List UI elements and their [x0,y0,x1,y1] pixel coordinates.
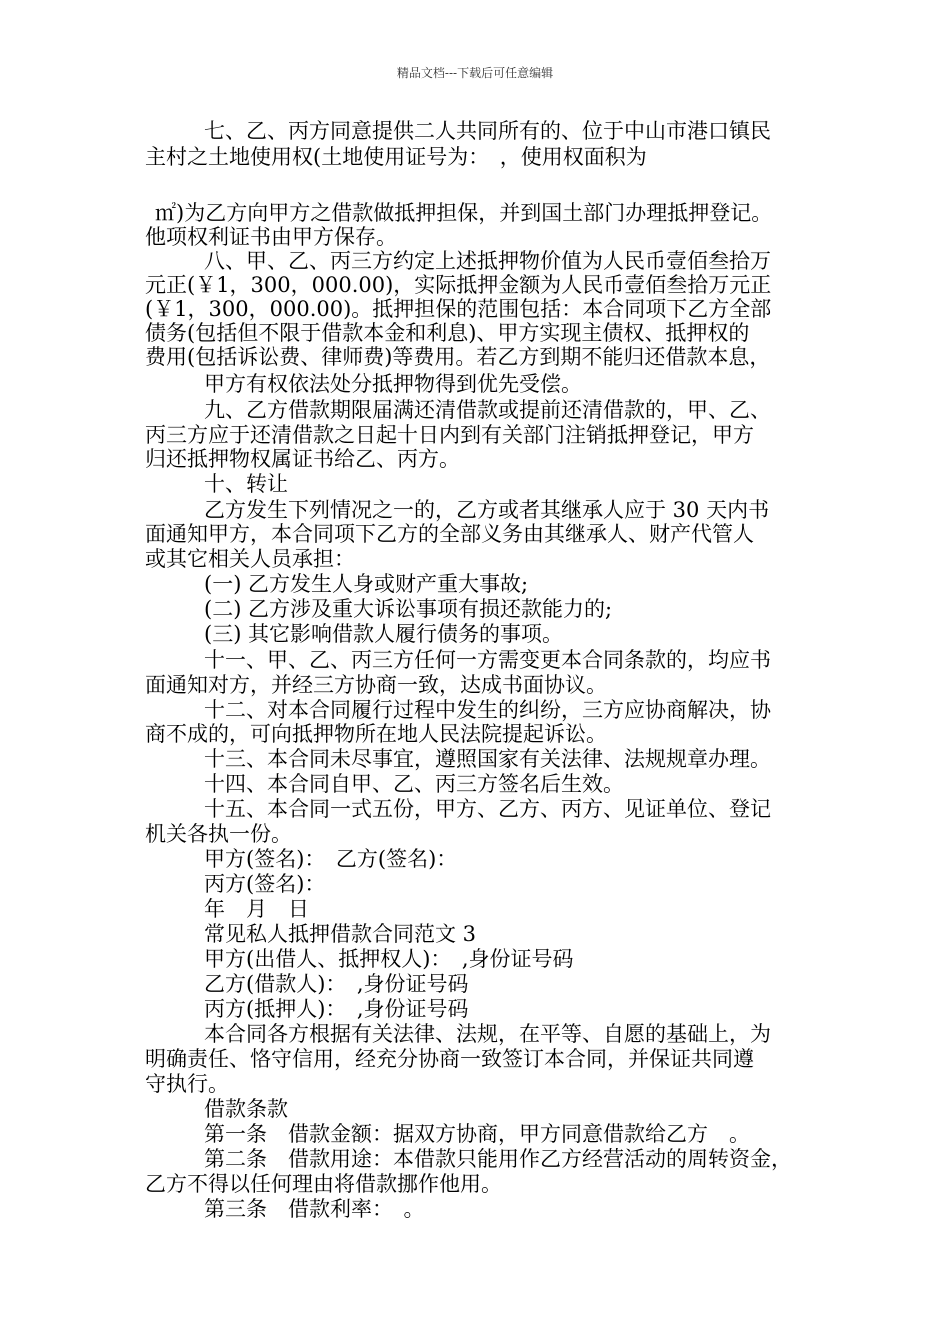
text-line: (一) 乙方发生人身或财产重大事故; [204,572,529,596]
page-header: 精品文档---下载后可任意编辑 [396,66,554,80]
text-line: 机关各执一份。 [145,822,292,846]
signature-line-a-b: 甲方(签名)： 乙方(签名)： [204,847,458,871]
text-line: 第三条 借款利率： 。 [204,1197,425,1221]
text-line: 丙方(抵押人)： ,身份证号码 [204,997,469,1021]
text-line: (三) 其它影响借款人履行债务的事项。 [204,622,564,646]
signature-line-c: 丙方(签名)： [204,872,326,896]
text-line: 他项权利证书由甲方保存。 [145,225,397,249]
text-line: 债务(包括但不限于借款本金和利息)、甲方实现主债权、抵押权的 [145,321,750,345]
text-line: 面通知对方，并经三方协商一致，达成书面协议。 [145,673,607,697]
text-line: (二) 乙方涉及重大诉讼事项有损还款能力的; [204,597,613,621]
text-line: 元正(￥1，300，000.00)，实际抵押金额为人民币壹佰叁拾万元正 [145,273,772,297]
text-line: 八、甲、乙、丙三方约定上述抵押物价值为人民币壹佰叁拾万 [204,249,771,273]
text-line: 九、乙方借款期限届满还清借款或提前还清借款的，甲、乙、 [204,398,771,422]
text-line: 商不成的，可向抵押物所在地人民法院提起诉讼。 [145,722,607,746]
text-line: 明确责任、恪守信用，经充分协商一致签订本合同，并保证共同遵 [145,1047,754,1071]
text-line: 乙方发生下列情况之一的，乙方或者其继承人应于 30 天内书 [204,498,770,522]
text-line: 十五、本合同一式五份，甲方、乙方、丙方、见证单位、登记 [204,797,771,821]
text-line: 第一条 借款金额：据双方协商，甲方同意借款给乙方 。 [204,1122,750,1146]
text-line: 费用(包括诉讼费、律师费)等费用。若乙方到期不能归还借款本息， [145,345,771,369]
text-line: 面通知甲方，本合同项下乙方的全部义务由其继承人、财产代管人 [145,522,754,546]
text-line: 归还抵押物权属证书给乙、丙方。 [145,447,460,471]
text-line: 乙方(借款人)： ,身份证号码 [204,972,469,996]
subsection-title: 借款条款 [204,1097,288,1121]
text-line: 甲方(出借人、抵押权人)： ,身份证号码 [204,947,574,971]
date-line: 年 月 日 [204,897,309,921]
text-line: 第二条 借款用途：本借款只能用作乙方经营活动的周转资金， [204,1147,792,1171]
text-line: 本合同各方根据有关法律、法规，在平等、自愿的基础上，为 [204,1022,771,1046]
text-line: 丙三方应于还清借款之日起十日内到有关部门注销抵押登记，甲方 [145,423,754,447]
text-line: 十二、对本合同履行过程中发生的纠纷，三方应协商解决，协 [204,698,771,722]
text-line: (￥1，300，000.00)。抵押担保的范围包括：本合同项下乙方全部 [145,297,772,321]
text-line: ㎡)为乙方向甲方之借款做抵押担保，并到国土部门办理抵押登记。 [155,201,773,225]
text-line: 十三、本合同未尽事宜，遵照国家有关法律、法规规章办理。 [204,747,771,771]
section-title: 常见私人抵押借款合同范文 3 [204,922,477,946]
text-line: 乙方不得以任何理由将借款挪作他用。 [145,1172,502,1196]
text-line: 七、乙、丙方同意提供二人共同所有的、位于中山市港口镇民 [204,119,771,143]
text-line: 十四、本合同自甲、乙、丙三方签名后生效。 [204,772,624,796]
text-line: 十一、甲、乙、丙三方任何一方需变更本合同条款的，均应书 [204,648,771,672]
text-line: 或其它相关人员承担： [145,547,355,571]
text-line: 甲方有权依法处分抵押物得到优先受偿。 [204,372,582,396]
text-line: 十、转让 [204,472,288,496]
text-line: 守执行。 [145,1072,229,1096]
text-line: 主村之土地使用权(土地使用证号为： ，使用权面积为 [145,145,647,169]
